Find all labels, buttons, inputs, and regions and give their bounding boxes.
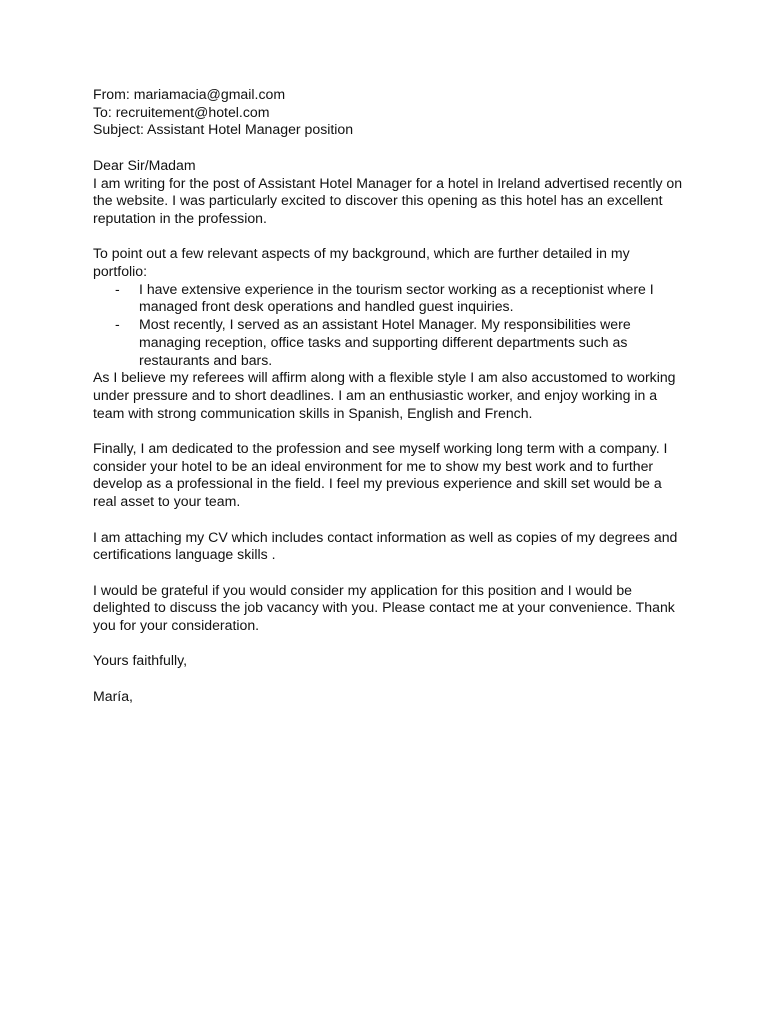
spacer — [93, 139, 683, 157]
referees-paragraph: As I believe my referees will affirm along with a flexible style I am also accustomed to working under pressure and to short deadlines. I am an enthusiastic worker, and enjoy working in a team with strong communication skills in Spanish, English and French. — [93, 369, 676, 421]
intro-paragraph: I am writing for the post of Assistant Hotel Manager for a hotel in Ireland advertised recently on the website. I was particularly excited to discover this opening as this hotel has an excellent reputation in the profession. — [93, 174, 683, 226]
spacer — [93, 228, 683, 246]
attachment-paragraph: I am attaching my CV which includes contact information as well as copies of my degrees and certifications language skills . — [93, 528, 678, 563]
experience-list — [93, 281, 683, 370]
spacer — [93, 422, 683, 440]
list-item-text: I have extensive experience in the tourism sector working as a receptionist where I managed front desk operations and handled guest inquiries. — [139, 280, 654, 315]
subject-line: Subject: Assistant Hotel Manager position — [93, 121, 354, 138]
bullet-marker: - — [115, 280, 120, 297]
dedication-paragraph: Finally, I am dedicated to the profession and see myself working long term with a company. I consider your hotel to be an ideal environment for me to show my best work and to further develop as a professional in the field. I feel my previous experience and skill set would be a real asset to your team. — [93, 440, 668, 510]
spacer — [93, 564, 683, 582]
spacer — [93, 511, 683, 529]
greeting: Dear Sir/Madam — [93, 156, 196, 173]
to-line: To: recruitement@hotel.com — [93, 103, 270, 120]
background-intro-paragraph: To point out a few relevant aspects of my background, which are further detailed in my portfolio: — [93, 245, 630, 279]
list-item — [93, 316, 683, 369]
closing-paragraph: I would be grateful if you would consider my application for this position and I would be delighted to discuss the job vacancy with you. Please contact me at your convenience. Thank you for your consideration. — [93, 581, 675, 634]
spacer — [93, 635, 683, 653]
spacer — [93, 670, 683, 688]
signoff: Yours faithfully, — [93, 652, 188, 669]
email-header — [93, 86, 683, 139]
from-line: From: mariamacia@gmail.com — [93, 86, 286, 102]
list-item-text: Most recently, I served as an assistant Hotel Manager. My responsibilities were managing reception, office tasks and supporting different departments such as restaurants and bars. — [139, 316, 631, 368]
signature: María, — [93, 687, 133, 704]
list-item — [93, 281, 683, 316]
bullet-marker: - — [115, 316, 120, 333]
cover-letter — [93, 86, 683, 706]
